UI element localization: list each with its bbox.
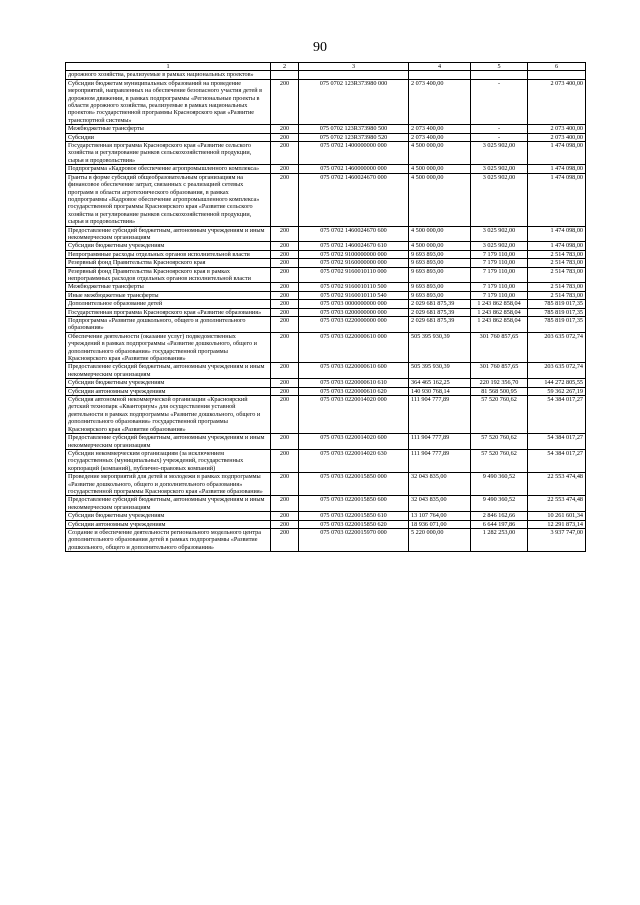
table-row <box>66 165 586 173</box>
row-unexecuted-amount: 2 073 400,00 <box>528 133 586 141</box>
row-code-line: 200 <box>271 332 299 363</box>
row-executed-amount: 57 520 760,62 <box>471 449 528 472</box>
row-description: дорожного хозяйства, реализуемые в рамках национальных проектов» <box>66 71 271 79</box>
row-unexecuted-amount: 144 272 805,55 <box>528 379 586 387</box>
row-approved-amount: 4 500 000,00 <box>409 142 471 165</box>
row-unexecuted-amount: 54 384 017,27 <box>528 396 586 434</box>
table-body <box>66 71 586 552</box>
row-executed-amount: 3 025 902,00 <box>471 242 528 250</box>
row-unexecuted-amount: 2 073 400,00 <box>528 125 586 133</box>
row-classification-code: 075 0703 0220015850 600 <box>299 496 409 512</box>
row-approved-amount: 9 693 893,00 <box>409 259 471 267</box>
row-approved-amount: 2 029 681 875,39 <box>409 317 471 333</box>
row-approved-amount: 18 936 071,00 <box>409 520 471 528</box>
row-approved-amount: 9 693 893,00 <box>409 250 471 258</box>
row-description: Проведение мероприятий для детей и молодежи в рамках подпрограммы «Развитие дошкольного, общего и дополнительного образования» государственной программы Красноярского края «Развитие образования» <box>66 473 271 496</box>
row-executed-amount: 81 568 500,95 <box>471 387 528 395</box>
table-row <box>66 379 586 387</box>
table-row <box>66 512 586 520</box>
row-code-line: 200 <box>271 242 299 250</box>
row-code-line: 200 <box>271 528 299 551</box>
row-executed-amount: 3 025 902,00 <box>471 173 528 226</box>
row-code-line: 200 <box>271 308 299 316</box>
row-code-line: 200 <box>271 512 299 520</box>
row-code-line: 200 <box>271 267 299 283</box>
table-row <box>66 133 586 141</box>
row-classification-code: 075 0702 123R373980 500 <box>299 125 409 133</box>
row-description: Субсидии бюджетным учреждениям <box>66 379 271 387</box>
row-approved-amount: 2 073 400,00 <box>409 125 471 133</box>
table-row <box>66 125 586 133</box>
table-row <box>66 226 586 242</box>
row-classification-code: 075 0703 0220000610 000 <box>299 332 409 363</box>
row-approved-amount: 4 500 000,00 <box>409 242 471 250</box>
table-row <box>66 387 586 395</box>
table-row <box>66 363 586 379</box>
row-executed-amount: 57 520 760,62 <box>471 434 528 450</box>
row-unexecuted-amount: 2 514 783,00 <box>528 250 586 258</box>
row-unexecuted-amount: 54 384 017,27 <box>528 449 586 472</box>
row-code-line: 200 <box>271 142 299 165</box>
row-description: Субсидии автономным учреждениям <box>66 520 271 528</box>
row-approved-amount <box>409 71 471 79</box>
row-description: Предоставление субсидий бюджетным, автономным учреждениям и иным некоммерческим организациям <box>66 434 271 450</box>
row-code-line: 200 <box>271 165 299 173</box>
row-unexecuted-amount: 12 291 873,14 <box>528 520 586 528</box>
row-code-line: 200 <box>271 496 299 512</box>
row-description: Предоставление субсидий бюджетным, автономным учреждениям и иным некоммерческим организациям <box>66 496 271 512</box>
row-description: Субсидия автономной некоммерческой организации «Красноярский детский технопарк «Кванториум» для осуществления уставной деятельности в рамках подпрограммы «Развитие дошкольного, общего и дополнительного образования» государственной программы Красноярского края «Развитие образования» <box>66 396 271 434</box>
row-approved-amount: 13 107 764,00 <box>409 512 471 520</box>
row-classification-code: 075 0703 0220000610 600 <box>299 363 409 379</box>
row-code-line: 200 <box>271 473 299 496</box>
row-executed-amount: 1 243 862 858,04 <box>471 317 528 333</box>
row-code-line: 200 <box>271 133 299 141</box>
row-executed-amount: - <box>471 79 528 124</box>
row-executed-amount: 2 846 162,66 <box>471 512 528 520</box>
row-classification-code: 075 0702 1400000000 000 <box>299 142 409 165</box>
row-approved-amount: 4 500 000,00 <box>409 165 471 173</box>
column-header: 2 <box>271 63 299 71</box>
row-description: Субсидии бюджетным учреждениям <box>66 512 271 520</box>
table-row <box>66 242 586 250</box>
row-description: Создание и обеспечение деятельности регионального модельного центра дополнительного образования детей в рамках подпрограммы «Развитие дошкольного, общего и дополнительного образования» <box>66 528 271 551</box>
row-approved-amount: 2 073 400,00 <box>409 79 471 124</box>
row-unexecuted-amount: 203 635 072,74 <box>528 363 586 379</box>
row-code-line: 200 <box>271 125 299 133</box>
row-description: Предоставление субсидий бюджетным, автономным учреждениям и иным некоммерческим организациям <box>66 363 271 379</box>
table-row <box>66 142 586 165</box>
table-row <box>66 520 586 528</box>
row-classification-code: 075 0703 0200000000 000 <box>299 308 409 316</box>
row-classification-code: 075 0702 9100000000 000 <box>299 250 409 258</box>
row-description: Непрограммные расходы отдельных органов исполнительной власти <box>66 250 271 258</box>
row-unexecuted-amount: 1 474 098,00 <box>528 142 586 165</box>
row-approved-amount: 2 073 400,00 <box>409 133 471 141</box>
row-classification-code: 075 0703 0220000610 610 <box>299 379 409 387</box>
row-code-line: 200 <box>271 259 299 267</box>
row-classification-code: 075 0702 1460024670 000 <box>299 173 409 226</box>
row-description: Межбюджетные трансферты <box>66 125 271 133</box>
row-code-line: 200 <box>271 226 299 242</box>
row-description: Субсидии автономным учреждениям <box>66 387 271 395</box>
table-row <box>66 250 586 258</box>
row-unexecuted-amount: 203 635 072,74 <box>528 332 586 363</box>
table-row <box>66 317 586 333</box>
table-row <box>66 283 586 291</box>
row-classification-code <box>299 71 409 79</box>
row-executed-amount: 3 025 902,00 <box>471 142 528 165</box>
row-classification-code: 075 0703 0220015970 000 <box>299 528 409 551</box>
row-classification-code: 075 0702 1460024670 610 <box>299 242 409 250</box>
row-unexecuted-amount: 22 553 474,48 <box>528 473 586 496</box>
row-approved-amount: 505 395 930,39 <box>409 363 471 379</box>
row-approved-amount: 140 930 768,14 <box>409 387 471 395</box>
row-classification-code: 075 0703 0220015850 610 <box>299 512 409 520</box>
row-executed-amount: 1 282 253,00 <box>471 528 528 551</box>
row-executed-amount: 301 760 857,65 <box>471 363 528 379</box>
row-executed-amount: - <box>471 133 528 141</box>
row-executed-amount <box>471 71 528 79</box>
row-unexecuted-amount: 22 553 474,48 <box>528 496 586 512</box>
row-unexecuted-amount: 2 514 783,00 <box>528 259 586 267</box>
column-header: 4 <box>409 63 471 71</box>
column-header: 1 <box>66 63 271 71</box>
row-code-line: 200 <box>271 250 299 258</box>
row-code-line: 200 <box>271 363 299 379</box>
row-code-line: 200 <box>271 387 299 395</box>
row-unexecuted-amount: 2 514 783,00 <box>528 267 586 283</box>
row-unexecuted-amount: 785 819 017,35 <box>528 300 586 308</box>
table-row <box>66 496 586 512</box>
row-executed-amount: 57 520 760,62 <box>471 396 528 434</box>
row-unexecuted-amount: 54 384 017,27 <box>528 434 586 450</box>
column-header: 6 <box>528 63 586 71</box>
row-code-line: 200 <box>271 449 299 472</box>
row-executed-amount: 7 179 110,00 <box>471 259 528 267</box>
row-classification-code: 075 0703 0220014020 000 <box>299 396 409 434</box>
row-approved-amount: 111 904 777,89 <box>409 449 471 472</box>
row-unexecuted-amount: 2 073 400,00 <box>528 79 586 124</box>
row-executed-amount: 7 179 110,00 <box>471 283 528 291</box>
row-approved-amount: 2 029 681 875,39 <box>409 300 471 308</box>
row-classification-code: 075 0702 1460000000 000 <box>299 165 409 173</box>
row-unexecuted-amount: 59 362 267,19 <box>528 387 586 395</box>
row-executed-amount: 1 243 862 858,04 <box>471 300 528 308</box>
table-row <box>66 267 586 283</box>
row-approved-amount: 9 693 893,00 <box>409 267 471 283</box>
row-approved-amount: 111 904 777,89 <box>409 434 471 450</box>
row-classification-code: 075 0702 9160000000 000 <box>299 259 409 267</box>
row-approved-amount: 111 904 777,89 <box>409 396 471 434</box>
row-executed-amount: 9 490 360,52 <box>471 496 528 512</box>
row-code-line: 200 <box>271 283 299 291</box>
row-description: Подпрограмма «Развитие дошкольного, общего и дополнительного образования» <box>66 317 271 333</box>
table-row <box>66 473 586 496</box>
row-approved-amount: 2 029 681 875,39 <box>409 308 471 316</box>
row-code-line: 200 <box>271 317 299 333</box>
table-row <box>66 173 586 226</box>
row-code-line: 200 <box>271 379 299 387</box>
row-description: Государственная программа Красноярского края «Развитие сельского хозяйства и регулирование рынков сельскохозяйственной продукции, сырья и продовольствия» <box>66 142 271 165</box>
row-classification-code: 075 0702 9160010110 000 <box>299 267 409 283</box>
table-row <box>66 259 586 267</box>
column-header: 3 <box>299 63 409 71</box>
table-row <box>66 332 586 363</box>
row-code-line: 200 <box>271 434 299 450</box>
row-description: Субсидии некоммерческим организациям (за исключением государственных (муниципальных) учреждений, государственных корпораций (компаний), публично-правовых компаний) <box>66 449 271 472</box>
row-executed-amount: - <box>471 125 528 133</box>
row-description: Обеспечение деятельности (оказание услуг) подведомственных учреждений в рамках подпрограммы «Развитие дошкольного, общего и дополнительного образования» государственной программы Красноярского края «Развитие образования» <box>66 332 271 363</box>
row-description: Субсидии бюджетным учреждениям <box>66 242 271 250</box>
table-row <box>66 449 586 472</box>
column-header: 5 <box>471 63 528 71</box>
table-row <box>66 291 586 299</box>
row-classification-code: 075 0703 0220015850 000 <box>299 473 409 496</box>
row-unexecuted-amount: 3 937 747,00 <box>528 528 586 551</box>
row-description: Субсидии бюджетам муниципальных образований на проведение мероприятий, направленных на обеспечение безопасного участия детей в дорожном движении, в рамках подпрограммы «Региональные проекты в области дорожного хозяйства, реализуемые в рамках национальных проектов» государственной программы Красноярского края «Развитие транспортной системы» <box>66 79 271 124</box>
row-unexecuted-amount: 785 819 017,35 <box>528 308 586 316</box>
row-executed-amount: 7 179 110,00 <box>471 291 528 299</box>
row-description: Межбюджетные трансферты <box>66 283 271 291</box>
row-classification-code: 075 0702 9160010110 500 <box>299 283 409 291</box>
row-code-line: 200 <box>271 396 299 434</box>
row-description: Предоставление субсидий бюджетным, автономным учреждениям и иным некоммерческим организациям <box>66 226 271 242</box>
row-approved-amount: 32 043 835,00 <box>409 473 471 496</box>
row-classification-code: 075 0702 123R373980 520 <box>299 133 409 141</box>
table-header-row <box>66 63 586 71</box>
table-row <box>66 308 586 316</box>
row-executed-amount: 301 760 857,65 <box>471 332 528 363</box>
table-row <box>66 434 586 450</box>
row-approved-amount: 9 693 893,00 <box>409 283 471 291</box>
row-executed-amount: 6 644 197,86 <box>471 520 528 528</box>
row-classification-code: 075 0703 0220015850 620 <box>299 520 409 528</box>
row-unexecuted-amount: 10 261 601,34 <box>528 512 586 520</box>
row-unexecuted-amount: 1 474 098,00 <box>528 226 586 242</box>
row-approved-amount: 4 500 000,00 <box>409 226 471 242</box>
row-description: Иные межбюджетные трансферты <box>66 291 271 299</box>
row-description: Резервный фонд Правительства Красноярского края <box>66 259 271 267</box>
row-classification-code: 075 0703 0220014020 630 <box>299 449 409 472</box>
row-unexecuted-amount: 2 514 783,00 <box>528 291 586 299</box>
row-description: Дополнительное образование детей <box>66 300 271 308</box>
table-row <box>66 528 586 551</box>
row-classification-code: 075 0703 0000000000 000 <box>299 300 409 308</box>
row-executed-amount: 220 192 356,70 <box>471 379 528 387</box>
budget-table <box>65 62 586 552</box>
row-description: Гранты в форме субсидий общеобразовательным организациям на финансовое обеспечение затрат, связанных с реализацией сетевых программ в области агротехнического образования, в рамках подпрограммы «Кадровое обеспечение агропромышленного комплекса» государственной программы Красноярского края «Развитие сельского хозяйства и регулирование рынков сельскохозяйственной продукции, сырья и продовольствия» <box>66 173 271 226</box>
row-code-line <box>271 71 299 79</box>
table-row <box>66 396 586 434</box>
row-approved-amount: 364 465 162,25 <box>409 379 471 387</box>
row-description: Резервный фонд Правительства Красноярского края в рамках непрограммных расходов отдельных органов исполнительной власти <box>66 267 271 283</box>
row-executed-amount: 3 025 902,00 <box>471 165 528 173</box>
row-code-line: 200 <box>271 173 299 226</box>
table-row <box>66 71 586 79</box>
row-code-line: 200 <box>271 520 299 528</box>
row-classification-code: 075 0702 9160010110 540 <box>299 291 409 299</box>
row-description: Субсидии <box>66 133 271 141</box>
table-row <box>66 300 586 308</box>
row-classification-code: 075 0702 1460024670 600 <box>299 226 409 242</box>
row-description: Подпрограмма «Кадровое обеспечение агропромышленного комплекса» <box>66 165 271 173</box>
row-executed-amount: 9 490 360,52 <box>471 473 528 496</box>
row-classification-code: 075 0703 0220014020 600 <box>299 434 409 450</box>
row-executed-amount: 3 025 902,00 <box>471 226 528 242</box>
row-unexecuted-amount: 2 514 783,00 <box>528 283 586 291</box>
row-approved-amount: 505 395 930,39 <box>409 332 471 363</box>
row-approved-amount: 9 693 893,00 <box>409 291 471 299</box>
row-unexecuted-amount <box>528 71 586 79</box>
row-classification-code: 075 0703 0220000610 620 <box>299 387 409 395</box>
row-classification-code: 075 0703 0220000000 000 <box>299 317 409 333</box>
row-approved-amount: 4 500 000,00 <box>409 173 471 226</box>
row-description: Государственная программа Красноярского края «Развитие образования» <box>66 308 271 316</box>
row-unexecuted-amount: 785 819 017,35 <box>528 317 586 333</box>
row-code-line: 200 <box>271 300 299 308</box>
row-approved-amount: 5 220 000,00 <box>409 528 471 551</box>
page-number: 90 <box>313 40 327 55</box>
table-row <box>66 79 586 124</box>
row-executed-amount: 1 243 862 858,04 <box>471 308 528 316</box>
row-unexecuted-amount: 1 474 098,00 <box>528 242 586 250</box>
row-unexecuted-amount: 1 474 098,00 <box>528 173 586 226</box>
row-executed-amount: 7 179 110,00 <box>471 267 528 283</box>
row-executed-amount: 7 179 110,00 <box>471 250 528 258</box>
row-code-line: 200 <box>271 291 299 299</box>
row-unexecuted-amount: 1 474 098,00 <box>528 165 586 173</box>
row-code-line: 200 <box>271 79 299 124</box>
row-approved-amount: 32 043 835,00 <box>409 496 471 512</box>
row-classification-code: 075 0702 123R373980 000 <box>299 79 409 124</box>
